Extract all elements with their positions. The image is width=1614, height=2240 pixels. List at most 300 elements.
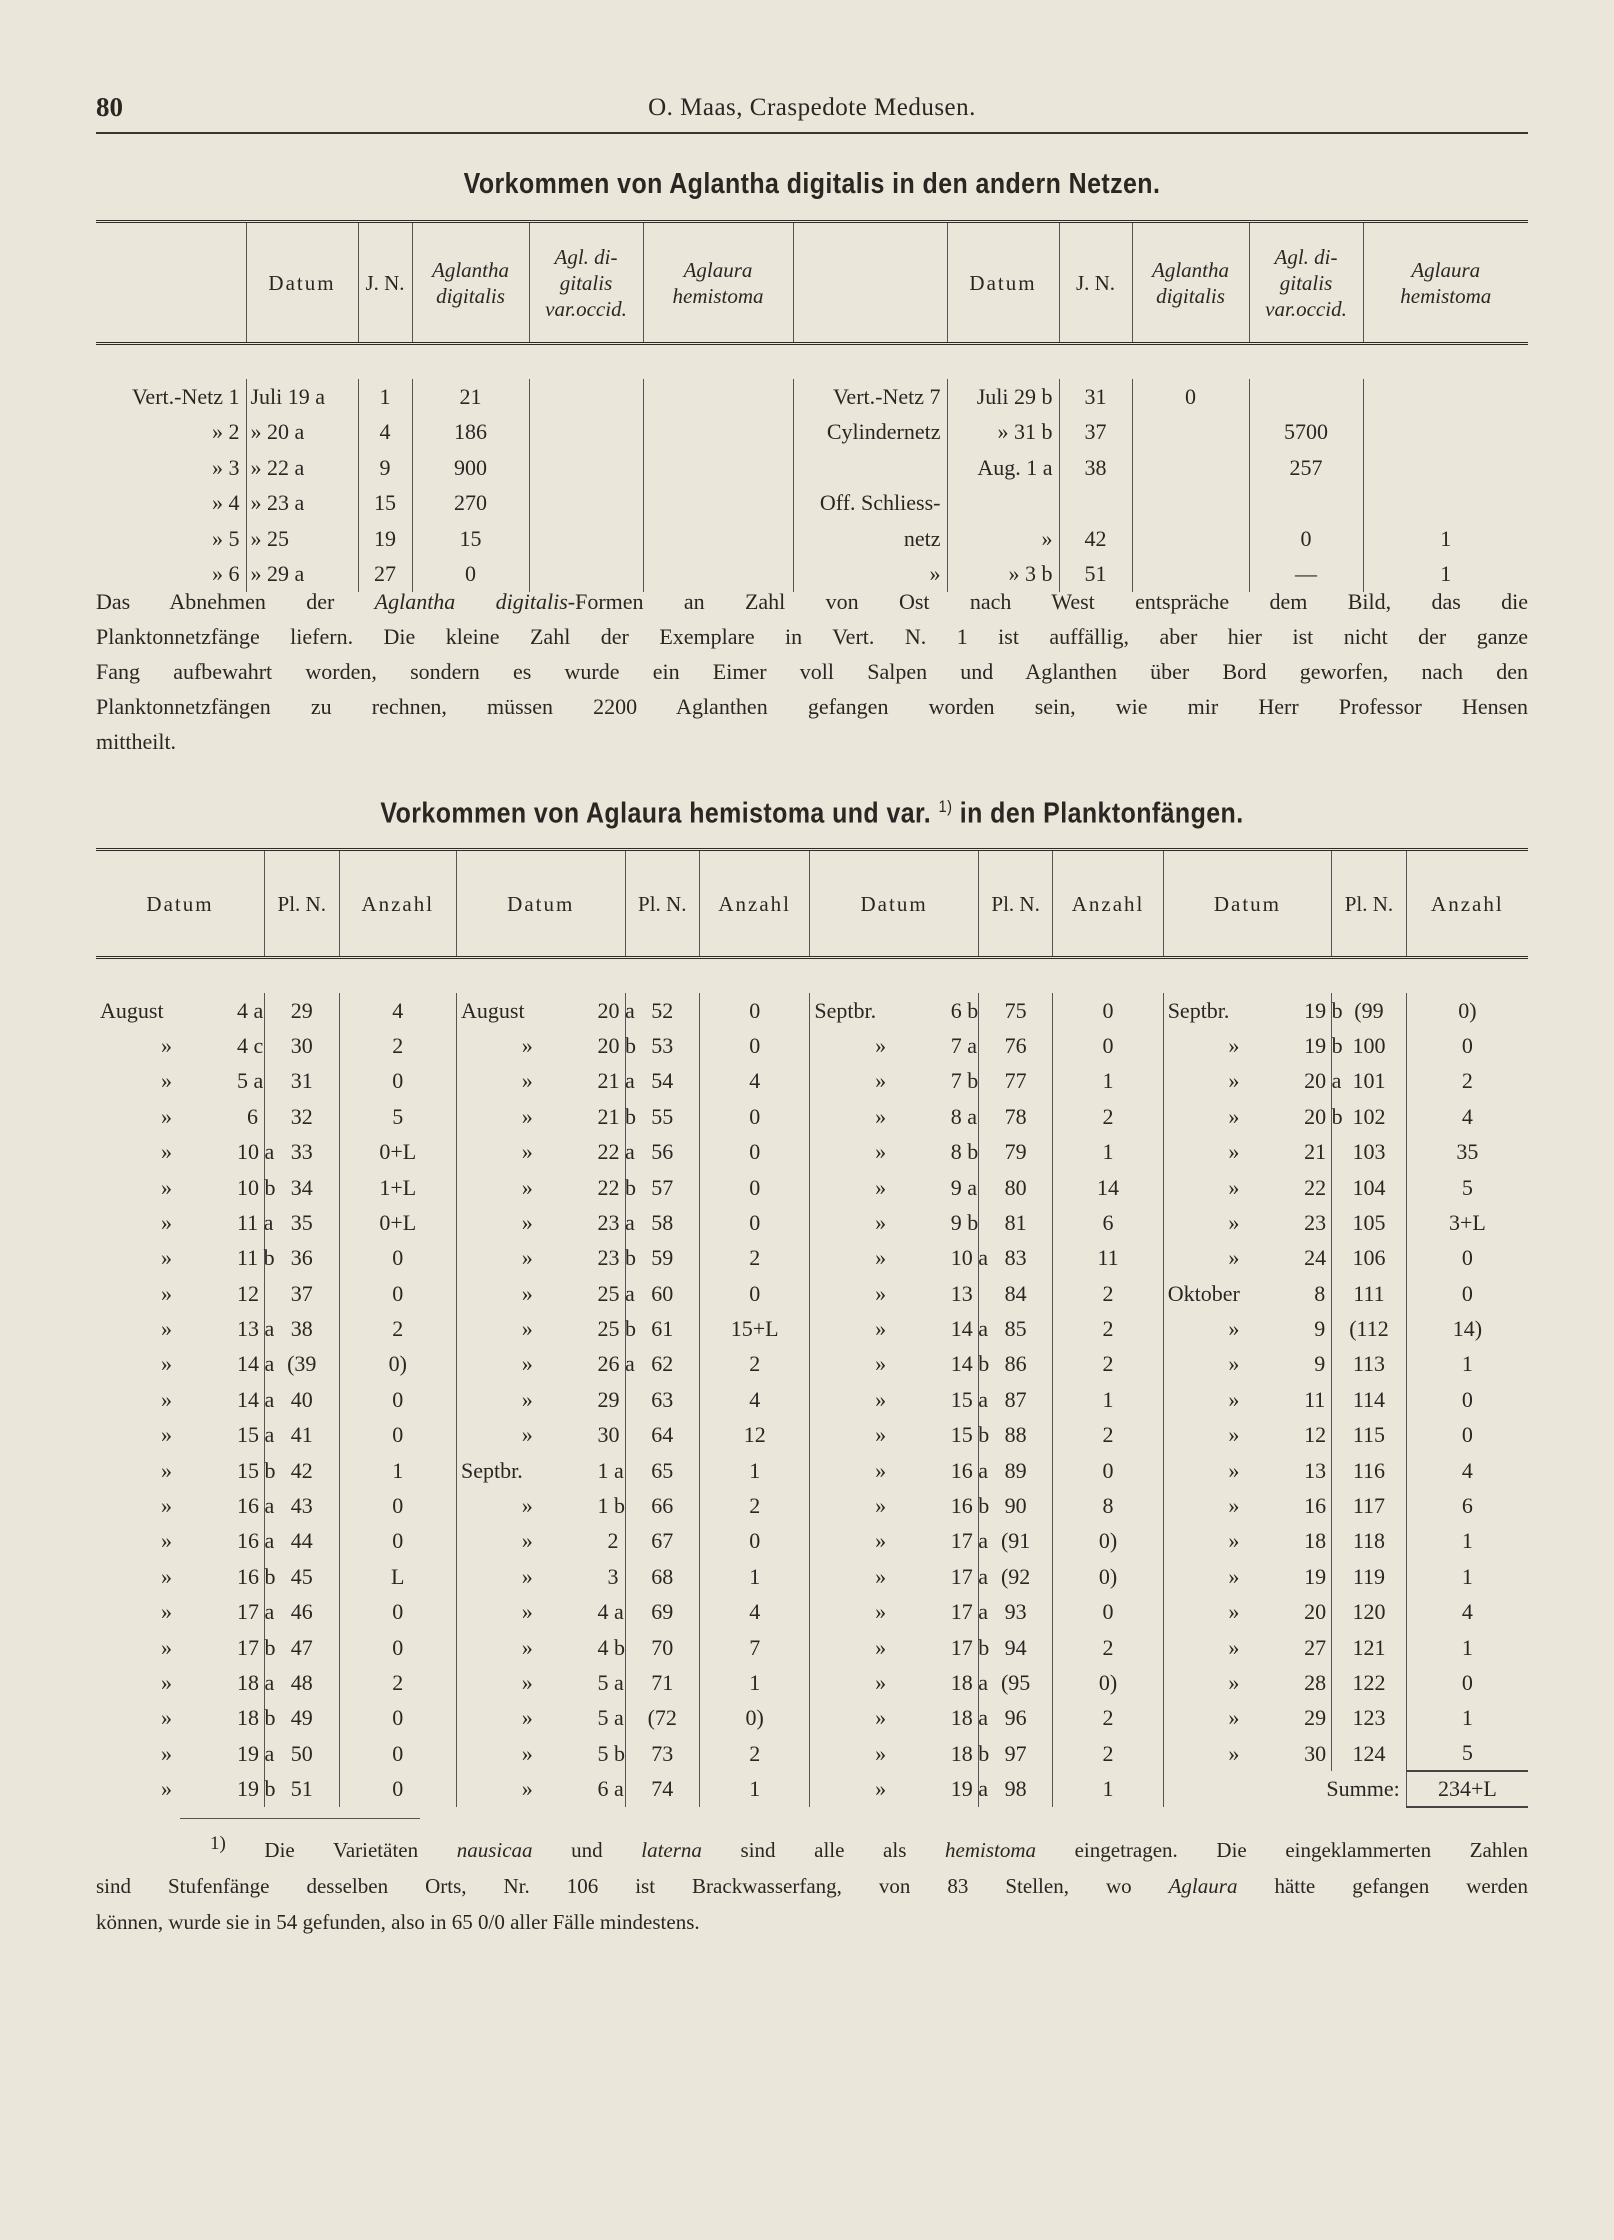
- pl-cell: 100: [1332, 1028, 1407, 1063]
- pl-cell: (95: [978, 1665, 1053, 1700]
- pl-cell: 85: [978, 1311, 1053, 1346]
- day-cell: 15 b: [950, 1422, 990, 1448]
- month-cell: »: [457, 1418, 598, 1453]
- anzahl-cell: 4: [1406, 1099, 1528, 1134]
- footnote-marker: 1): [210, 1833, 226, 1854]
- anzahl-cell: 0: [1053, 1028, 1163, 1063]
- anzahl-cell: 0: [700, 1205, 810, 1240]
- anzahl-cell: 0: [339, 1630, 456, 1665]
- aglantha-cell: 270: [412, 486, 529, 522]
- table2-header-datum: Datum: [457, 850, 626, 958]
- aglaura-cell: [643, 486, 793, 522]
- month-cell: »: [160, 1634, 172, 1660]
- month-cell: August: [100, 997, 164, 1023]
- aglantha-cell: 15: [412, 521, 529, 557]
- aglantha-cell-right: [1132, 415, 1249, 451]
- pl-cell: 68: [625, 1559, 700, 1594]
- month-cell: »: [160, 1032, 172, 1058]
- datum-cell: » 22 a: [246, 450, 358, 486]
- table1-header-jn: J. N.: [358, 222, 412, 344]
- pl-cell: 42: [265, 1453, 340, 1488]
- table2-header-anzahl: Anzahl: [700, 850, 810, 958]
- datum-cell: Juli 19 a: [246, 379, 358, 415]
- month-cell: »: [160, 1599, 172, 1625]
- netz-cell-right: netz: [793, 521, 947, 557]
- pl-cell: 101: [1332, 1064, 1407, 1099]
- month-cell: »: [1163, 1595, 1304, 1630]
- anzahl-cell: 0): [339, 1347, 456, 1382]
- month-cell: »: [1163, 1382, 1304, 1417]
- month-cell: »: [810, 1736, 951, 1771]
- anzahl-cell: 2: [1053, 1276, 1163, 1311]
- pl-cell: 123: [1332, 1701, 1407, 1736]
- table1-row: [96, 415, 1528, 451]
- month-cell: »: [160, 1174, 172, 1200]
- day-cell: 13: [950, 1280, 973, 1306]
- anzahl-cell: 6: [1406, 1488, 1528, 1523]
- day-cell: 10 a: [950, 1245, 989, 1271]
- day-cell: 7 a: [950, 1032, 978, 1058]
- month-cell: »: [457, 1276, 598, 1311]
- pl-cell: 53: [625, 1028, 700, 1063]
- anzahl-cell: 0): [1406, 993, 1528, 1028]
- anzahl-cell: 1: [1406, 1701, 1528, 1736]
- table2-row: [96, 1453, 1528, 1488]
- month-cell: »: [810, 1453, 951, 1488]
- month-cell: »: [1163, 1488, 1304, 1523]
- day-cell: 27: [1304, 1634, 1327, 1660]
- day-cell: 25 a: [597, 1280, 635, 1306]
- anzahl-cell: 0: [700, 993, 810, 1028]
- jn-cell-right: 31: [1059, 379, 1132, 415]
- netz-cell-right: »: [793, 557, 947, 593]
- table1-header-datum-right: Datum: [947, 222, 1059, 344]
- agl-var-cell: [529, 415, 643, 451]
- day-cell: 19 b: [1304, 1032, 1343, 1058]
- day-cell: 11: [1304, 1386, 1326, 1412]
- anzahl-cell: 5: [339, 1099, 456, 1134]
- anzahl-cell: 0: [700, 1170, 810, 1205]
- jn-cell: 4: [358, 415, 412, 451]
- table2-row: [96, 1559, 1528, 1594]
- pl-cell: 70: [625, 1630, 700, 1665]
- day-cell: 28: [1304, 1670, 1327, 1695]
- day-cell: 7 b: [950, 1068, 979, 1094]
- table2-row: [96, 1170, 1528, 1205]
- day-cell: 24: [1304, 1245, 1327, 1271]
- day-cell: 30: [597, 1422, 620, 1448]
- netz-cell: » 5: [212, 525, 240, 551]
- pl-cell: 94: [978, 1630, 1053, 1665]
- day-cell: 19: [1304, 1563, 1327, 1589]
- anzahl-cell: 2: [339, 1028, 456, 1063]
- paragraph-line: Planktonnetzfängen zu rechnen, müssen 2200 Aglanthen gefangen worden sein, wie mir Herr Professor Hensen: [96, 694, 1528, 719]
- month-cell: »: [457, 1736, 598, 1771]
- agl-var-cell: [529, 521, 643, 557]
- table2-header-datum: Datum: [146, 891, 214, 916]
- agl-var-cell-right: [1249, 379, 1363, 415]
- day-cell: 14 b: [950, 1351, 990, 1377]
- month-cell: »: [457, 1771, 598, 1806]
- table1-row: [96, 450, 1528, 486]
- pl-cell: (39: [265, 1347, 340, 1382]
- day-cell: 20 b: [1304, 1103, 1343, 1129]
- pl-cell: 83: [978, 1241, 1053, 1276]
- anzahl-cell: 0: [339, 1418, 456, 1453]
- datum-cell-right: [947, 486, 1059, 522]
- anzahl-cell: 0: [339, 1382, 456, 1417]
- day-cell: 5 a: [236, 1068, 264, 1094]
- day-cell: 16 a: [236, 1528, 275, 1554]
- pl-cell: 113: [1332, 1347, 1407, 1382]
- anzahl-cell: 0): [1053, 1665, 1163, 1700]
- day-cell: 18 a: [950, 1705, 989, 1731]
- italic-term: nausicaa: [456, 1838, 533, 1862]
- month-cell: »: [810, 1064, 951, 1099]
- month-cell: Septbr.: [810, 993, 951, 1028]
- anzahl-cell: 2: [1053, 1347, 1163, 1382]
- footnote-line: können, wurde sie in 54 gefunden, also in 65 0/0 aller Fälle mindestens.: [96, 1910, 700, 1934]
- agl-var-cell-right: 0: [1249, 521, 1363, 557]
- paragraph-line: Das Abnehmen der Aglantha digitalis-Formen an Zahl von Ost nach West entspräche dem Bild, das die: [96, 589, 1528, 614]
- day-cell: 21 a: [597, 1068, 635, 1094]
- netz-cell-right: [793, 450, 947, 486]
- month-cell: »: [457, 1382, 598, 1417]
- anzahl-cell: 0: [1406, 1418, 1528, 1453]
- anzahl-cell: 1: [1406, 1630, 1528, 1665]
- pl-cell: (112: [1332, 1311, 1407, 1346]
- table2-row: [96, 1347, 1528, 1382]
- day-cell: 5 a: [597, 1670, 624, 1695]
- aglaura-cell-right: 1: [1363, 521, 1528, 557]
- table2-header-anzahl: Anzahl: [339, 850, 456, 958]
- pl-cell: 50: [265, 1736, 340, 1771]
- month-cell: »: [160, 1457, 172, 1483]
- anzahl-cell: 0: [1406, 1665, 1528, 1700]
- month-cell: Septbr.: [457, 1453, 598, 1488]
- pl-cell: 47: [265, 1630, 340, 1665]
- table1-header-agl-var: Agl. di- gitalis var.occid.: [529, 222, 643, 344]
- agl-var-cell-right: [1249, 486, 1363, 522]
- table2-header-anzahl: Anzahl: [1406, 850, 1528, 958]
- page-number: 80: [96, 92, 123, 122]
- month-cell: »: [1163, 1064, 1304, 1099]
- month-cell: »: [810, 1028, 951, 1063]
- day-cell: 12: [1304, 1422, 1327, 1448]
- table2-header-pl: Pl. N.: [265, 850, 340, 958]
- day-cell: 13: [1304, 1457, 1327, 1483]
- pl-cell: 30: [265, 1028, 340, 1063]
- pl-cell: 58: [625, 1205, 700, 1240]
- anzahl-cell: 0): [1053, 1559, 1163, 1594]
- pl-cell: 49: [265, 1701, 340, 1736]
- anzahl-cell: 1: [700, 1559, 810, 1594]
- table2-row: [96, 1630, 1528, 1665]
- anzahl-cell: 0: [339, 1736, 456, 1771]
- day-cell: 17 b: [950, 1634, 990, 1660]
- table2-header-pl: Pl. N.: [978, 850, 1053, 958]
- day-cell: 22 a: [597, 1139, 635, 1165]
- day-cell: 18 b: [950, 1740, 990, 1766]
- table2-row: [96, 1241, 1528, 1276]
- aglaura-cell-right: [1363, 415, 1528, 451]
- pl-cell: 120: [1332, 1595, 1407, 1630]
- anzahl-cell: 2: [700, 1241, 810, 1276]
- pl-cell: 119: [1332, 1559, 1407, 1594]
- anzahl-cell: 1: [700, 1453, 810, 1488]
- month-cell: Septbr.: [1163, 993, 1304, 1028]
- agl-var-cell: [529, 486, 643, 522]
- pl-cell: 81: [978, 1205, 1053, 1240]
- netz-cell-right: Vert.-Netz 7: [793, 379, 947, 415]
- aglaura-cell-right: 1: [1363, 557, 1528, 593]
- pl-cell: 56: [625, 1134, 700, 1169]
- netz-cell: » 4: [212, 490, 240, 516]
- month-cell: »: [1163, 1170, 1304, 1205]
- netz-cell: Vert.-Netz 1: [131, 383, 240, 409]
- day-cell: 23: [1304, 1209, 1327, 1235]
- month-cell: »: [810, 1630, 951, 1665]
- aglantha-cell-right: 0: [1132, 379, 1249, 415]
- month-cell: »: [810, 1771, 951, 1806]
- pl-cell: (91: [978, 1524, 1053, 1559]
- day-cell: 16 a: [950, 1457, 989, 1483]
- table1-body: [96, 344, 1528, 593]
- pl-cell: 87: [978, 1382, 1053, 1417]
- anzahl-cell: L: [339, 1559, 456, 1594]
- running-head: O. Maas, Craspedote Medusen.: [648, 94, 976, 121]
- month-cell: »: [160, 1068, 172, 1094]
- anzahl-cell: 0: [339, 1064, 456, 1099]
- jn-cell: 15: [358, 486, 412, 522]
- pl-cell: 33: [265, 1134, 340, 1169]
- day-cell: 29: [1304, 1705, 1327, 1731]
- month-cell: »: [810, 1524, 951, 1559]
- month-cell: »: [160, 1776, 172, 1802]
- month-cell: »: [457, 1665, 598, 1700]
- day-cell: 17 b: [236, 1634, 276, 1660]
- netz-cell-right: Cylindernetz: [793, 415, 947, 451]
- month-cell: »: [160, 1245, 172, 1271]
- month-cell: »: [160, 1563, 172, 1589]
- pl-cell: 65: [625, 1453, 700, 1488]
- anzahl-cell: 2: [339, 1665, 456, 1700]
- month-cell: »: [1163, 1559, 1304, 1594]
- table2-row: [96, 1524, 1528, 1559]
- pl-cell: 103: [1332, 1134, 1407, 1169]
- table2-row: [96, 993, 1528, 1028]
- pl-cell: 117: [1332, 1488, 1407, 1523]
- anzahl-cell: 0: [339, 1595, 456, 1630]
- day-cell: 14 a: [950, 1316, 989, 1342]
- day-cell: 19 a: [950, 1776, 989, 1802]
- day-cell: 6 a: [597, 1776, 624, 1802]
- pl-cell: 34: [265, 1170, 340, 1205]
- month-cell: »: [1163, 1453, 1304, 1488]
- month-cell: »: [160, 1280, 172, 1306]
- table2-title: Vorkommen von Aglaura hemistoma und var. $^{1)}$ in den Planktonfängen.: [380, 797, 1244, 830]
- day-cell: 9: [1314, 1316, 1326, 1342]
- anzahl-cell: 11: [1053, 1241, 1163, 1276]
- day-cell: 4 a: [236, 997, 264, 1023]
- paragraph-line: mittheilt.: [96, 729, 177, 754]
- aglaura-cell-right: [1363, 379, 1528, 415]
- month-cell: »: [1163, 1418, 1304, 1453]
- aglaura-cell: [643, 521, 793, 557]
- jn-cell-right: [1059, 486, 1132, 522]
- day-cell: 20 a: [1304, 1068, 1342, 1094]
- month-cell: »: [457, 1134, 598, 1169]
- pl-cell: 96: [978, 1701, 1053, 1736]
- month-cell: »: [810, 1241, 951, 1276]
- body-paragraph: [96, 584, 1528, 759]
- pl-cell: 121: [1332, 1630, 1407, 1665]
- anzahl-cell: 4: [1406, 1453, 1528, 1488]
- anzahl-cell: 6: [1053, 1205, 1163, 1240]
- paragraph-line: Fang aufbewahrt worden, sondern es wurde ein Eimer voll Salpen und Aglanthen über Bord geworfen, nach den: [96, 659, 1528, 684]
- anzahl-cell: 35: [1406, 1134, 1528, 1169]
- agl-var-cell-right: —: [1249, 557, 1363, 593]
- pl-cell: 89: [978, 1453, 1053, 1488]
- footnote: [96, 1826, 1528, 1940]
- month-cell: »: [160, 1316, 172, 1342]
- month-cell: »: [810, 1559, 951, 1594]
- pl-cell: 61: [625, 1311, 700, 1346]
- month-cell: »: [1163, 1524, 1304, 1559]
- datum-cell-right: »: [947, 521, 1059, 557]
- species-name: Aglantha digitalis: [374, 589, 568, 614]
- table2-row: [96, 1665, 1528, 1700]
- pl-cell: 48: [265, 1665, 340, 1700]
- pl-cell: 105: [1332, 1205, 1407, 1240]
- day-cell: 19 b: [236, 1776, 276, 1802]
- pl-cell: 44: [265, 1524, 340, 1559]
- anzahl-cell: 0: [339, 1771, 456, 1806]
- anzahl-cell: 5: [1406, 1736, 1528, 1771]
- pl-cell: 118: [1332, 1524, 1407, 1559]
- anzahl-cell: 0: [339, 1241, 456, 1276]
- pl-cell: 54: [625, 1064, 700, 1099]
- day-cell: 13 a: [236, 1316, 275, 1342]
- pl-cell: 55: [625, 1099, 700, 1134]
- aglaura-cell-right: [1363, 450, 1528, 486]
- datum-cell-right: Aug. 1 a: [947, 450, 1059, 486]
- aglantha-cell: 900: [412, 450, 529, 486]
- day-cell: 16: [1304, 1493, 1327, 1519]
- pl-cell: 74: [625, 1771, 700, 1806]
- anzahl-cell: 8: [1053, 1488, 1163, 1523]
- day-cell: 16 b: [236, 1563, 276, 1589]
- table1-header-aglantha-right: Aglantha digitalis: [1132, 222, 1249, 344]
- datum-cell: » 23 a: [246, 486, 358, 522]
- anzahl-cell: 1: [1053, 1382, 1163, 1417]
- day-cell: 5 b: [597, 1740, 625, 1766]
- netz-cell-right: Off. Schliess-: [793, 486, 947, 522]
- day-cell: 1 b: [597, 1493, 625, 1519]
- month-cell: »: [457, 1205, 598, 1240]
- datum-cell-right: » 31 b: [947, 415, 1059, 451]
- day-cell: 25 b: [597, 1316, 636, 1342]
- anzahl-cell: 0: [700, 1276, 810, 1311]
- month-cell: »: [810, 1134, 951, 1169]
- table1-header-datum: Datum: [246, 222, 358, 344]
- jn-cell-right: 37: [1059, 415, 1132, 451]
- day-cell: 18: [1304, 1528, 1327, 1554]
- datum-cell: » 20 a: [246, 415, 358, 451]
- aglantha-cell: 21: [412, 379, 529, 415]
- month-cell: »: [1163, 1665, 1304, 1700]
- anzahl-cell: 0: [700, 1028, 810, 1063]
- day-cell: 6: [247, 1103, 258, 1129]
- jn-cell: 27: [358, 557, 412, 593]
- pl-cell: 59: [625, 1241, 700, 1276]
- pl-cell: 35: [265, 1205, 340, 1240]
- month-cell: »: [810, 1170, 951, 1205]
- day-cell: 17 a: [950, 1599, 989, 1625]
- agl-var-cell: [529, 379, 643, 415]
- pl-cell: 88: [978, 1418, 1053, 1453]
- day-cell: 23 a: [597, 1209, 635, 1235]
- pl-cell: 40: [265, 1382, 340, 1417]
- month-cell: Oktober: [1163, 1276, 1304, 1311]
- anzahl-cell: 0: [1053, 993, 1163, 1028]
- day-cell: 15 b: [236, 1457, 276, 1483]
- month-cell: »: [810, 1595, 951, 1630]
- month-cell: »: [810, 1099, 951, 1134]
- day-cell: 17 a: [950, 1563, 989, 1589]
- table2-row: [96, 1418, 1528, 1453]
- day-cell: 5 a: [597, 1705, 624, 1731]
- pl-cell: 116: [1332, 1453, 1407, 1488]
- day-cell: 15 a: [236, 1422, 275, 1448]
- pl-cell: 52: [625, 993, 700, 1028]
- anzahl-cell: 1: [1406, 1559, 1528, 1594]
- pl-cell: 67: [625, 1524, 700, 1559]
- month-cell: »: [810, 1488, 951, 1523]
- jn-cell-right: 42: [1059, 521, 1132, 557]
- anzahl-cell: 2: [1053, 1311, 1163, 1346]
- anzahl-cell: 2: [700, 1736, 810, 1771]
- month-cell: »: [457, 1099, 598, 1134]
- month-cell: »: [1163, 1099, 1304, 1134]
- table1-header-netz: [96, 222, 246, 344]
- day-cell: 18 b: [236, 1705, 276, 1731]
- day-cell: 9: [1314, 1351, 1326, 1377]
- pl-cell: 114: [1332, 1382, 1407, 1417]
- anzahl-cell: 2: [339, 1311, 456, 1346]
- pl-cell: 84: [978, 1276, 1053, 1311]
- day-cell: 22: [1304, 1174, 1327, 1200]
- month-cell: »: [1163, 1134, 1304, 1169]
- day-cell: 2: [607, 1528, 619, 1554]
- datum-cell: » 25: [246, 521, 358, 557]
- footnote-rule: [180, 1818, 420, 1819]
- day-cell: 17 a: [236, 1599, 275, 1625]
- anzahl-cell: 2: [1406, 1064, 1528, 1099]
- table2-header: [96, 850, 1528, 958]
- day-cell: 6 b: [950, 997, 979, 1023]
- month-cell: »: [457, 1701, 598, 1736]
- aglantha-cell-right: [1132, 486, 1249, 522]
- table2-row: [96, 1311, 1528, 1346]
- table2-row: [96, 1028, 1528, 1063]
- month-cell: »: [160, 1386, 172, 1412]
- month-cell: »: [810, 1205, 951, 1240]
- day-cell: 9 a: [950, 1174, 978, 1200]
- jn-cell-right: 38: [1059, 450, 1132, 486]
- anzahl-cell: 0: [700, 1099, 810, 1134]
- anzahl-cell: 1: [339, 1453, 456, 1488]
